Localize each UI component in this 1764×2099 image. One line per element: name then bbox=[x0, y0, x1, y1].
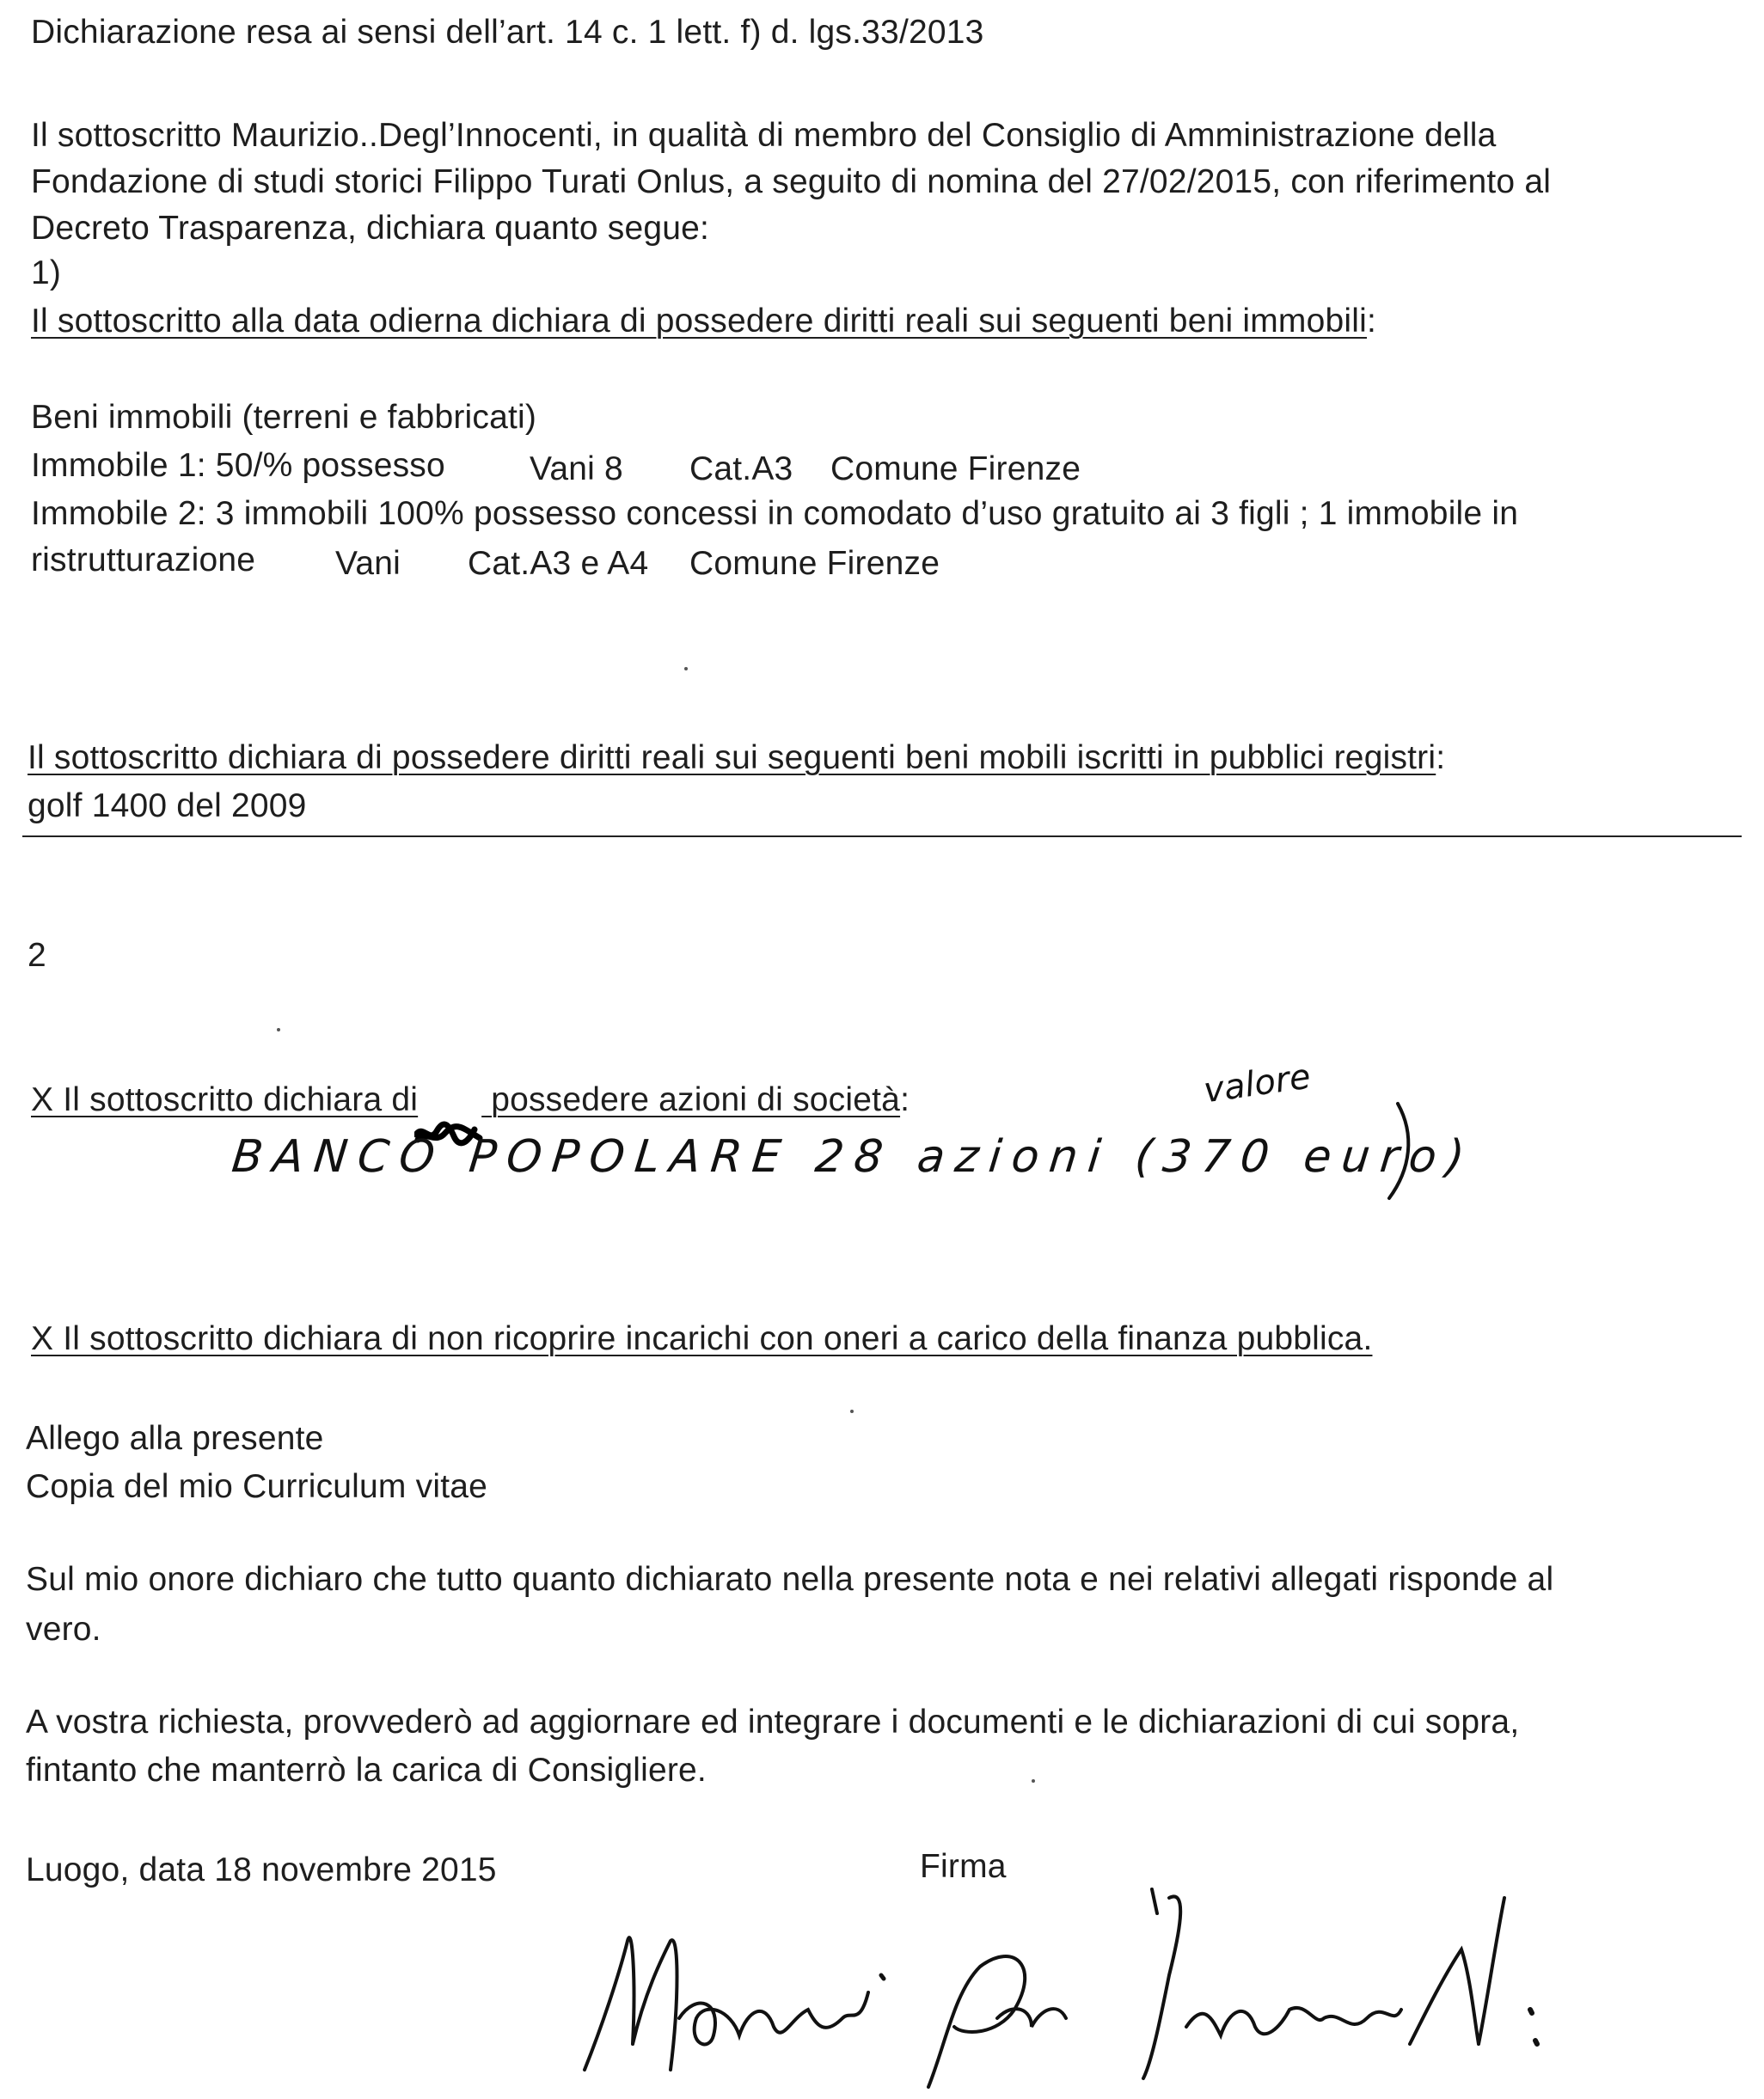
immobile-1-vani: Vani 8 bbox=[530, 450, 623, 487]
immobile-2-line-1: Immobile 2: 3 immobili 100% possesso concessi in comodato d’uso gratuito ai 3 figli ; 1 immobile in bbox=[31, 495, 1519, 532]
speck-3 bbox=[1032, 1779, 1035, 1783]
speck-2 bbox=[850, 1410, 854, 1413]
firma-label: Firma bbox=[920, 1848, 1007, 1885]
richiesta-line-2: fintanto che manterrò la carica di Consigliere. bbox=[26, 1752, 707, 1789]
handwritten-signature bbox=[550, 1872, 1582, 2096]
immobili-heading bbox=[31, 301, 1376, 342]
incarichi-heading bbox=[31, 1319, 1372, 1360]
intro-line-1: Il sottoscritto Maurizio..Degl’Innocenti, in qualità di membro del Consiglio di Amministrazione della bbox=[31, 117, 1497, 154]
incarichi-heading-text: X Il sottoscritto dichiara di non ricoprire incarichi con oneri a carico della finanza pubblica. bbox=[31, 1320, 1373, 1357]
mobili-heading-text: Il sottoscritto dichiara di possedere diritti reali sui seguenti beni mobili iscritti in pubblici registri bbox=[28, 739, 1436, 776]
mobili-heading-colon: : bbox=[1436, 739, 1446, 776]
azioni-heading-text: X Il sottoscritto dichiara di bbox=[31, 1081, 419, 1118]
azioni-heading bbox=[31, 1080, 910, 1121]
section-2-label: 2 bbox=[28, 937, 46, 974]
handwritten-azioni-note: BANCO POPOLARE 28 azioni (370 euro) bbox=[229, 1131, 1478, 1183]
speck-1 bbox=[277, 1028, 280, 1031]
mobili-divider bbox=[22, 835, 1742, 837]
richiesta-line-1: A vostra richiesta, provvederò ad aggiornare ed integrare i documenti e le dichiarazioni di cui sopra, bbox=[26, 1704, 1520, 1741]
handwritten-paren-stroke bbox=[1372, 1100, 1424, 1203]
handwritten-valore: valore bbox=[1201, 1056, 1314, 1111]
mobili-value: golf 1400 del 2009 bbox=[28, 787, 307, 824]
intro-line-2: Fondazione di studi storici Filippo Turati Onlus, a seguito di nomina del 27/02/2015, con riferimento al bbox=[31, 163, 1552, 200]
document-header: Dichiarazione resa ai sensi dell’art. 14 c. 1 lett. f) d. lgs.33/2013 bbox=[31, 14, 984, 51]
immobile-2-label-2: ristrutturazione bbox=[31, 542, 256, 578]
azioni-heading-colon: : bbox=[900, 1081, 910, 1118]
intro-line-3: Decreto Trasparenza, dichiara quanto segue: bbox=[31, 210, 710, 247]
onore-line-2: vero. bbox=[26, 1611, 101, 1648]
immobile-1-label: Immobile 1: 50/% possesso bbox=[31, 447, 445, 484]
azioni-heading-rest: possedere azioni di società bbox=[481, 1081, 901, 1118]
allego-line-2: Copia del mio Curriculum vitae bbox=[26, 1468, 488, 1505]
onore-line-1: Sul mio onore dichiaro che tutto quanto dichiarato nella presente nota e nei relativi allegati risponde al bbox=[26, 1561, 1554, 1598]
beni-immobili-title: Beni immobili (terreni e fabbricati) bbox=[31, 399, 537, 436]
luogo-data: Luogo, data 18 novembre 2015 bbox=[26, 1851, 497, 1888]
immobile-1-comune: Comune Firenze bbox=[830, 450, 1081, 487]
immobile-2-comune: Comune Firenze bbox=[689, 545, 940, 582]
section-1-label: 1) bbox=[31, 254, 62, 291]
mobili-heading bbox=[28, 737, 1445, 779]
immobili-heading-text: Il sottoscritto alla data odierna dichiara di possedere diritti reali sui seguenti beni immobili bbox=[31, 303, 1367, 340]
speck-4 bbox=[684, 667, 688, 670]
immobile-2-vani: Vani bbox=[335, 545, 401, 582]
immobili-heading-colon: : bbox=[1367, 303, 1377, 340]
allego-line-1: Allego alla presente bbox=[26, 1420, 324, 1457]
immobile-1-cat: Cat.A3 bbox=[689, 450, 793, 487]
immobile-2-cat: Cat.A3 e A4 bbox=[468, 545, 649, 582]
